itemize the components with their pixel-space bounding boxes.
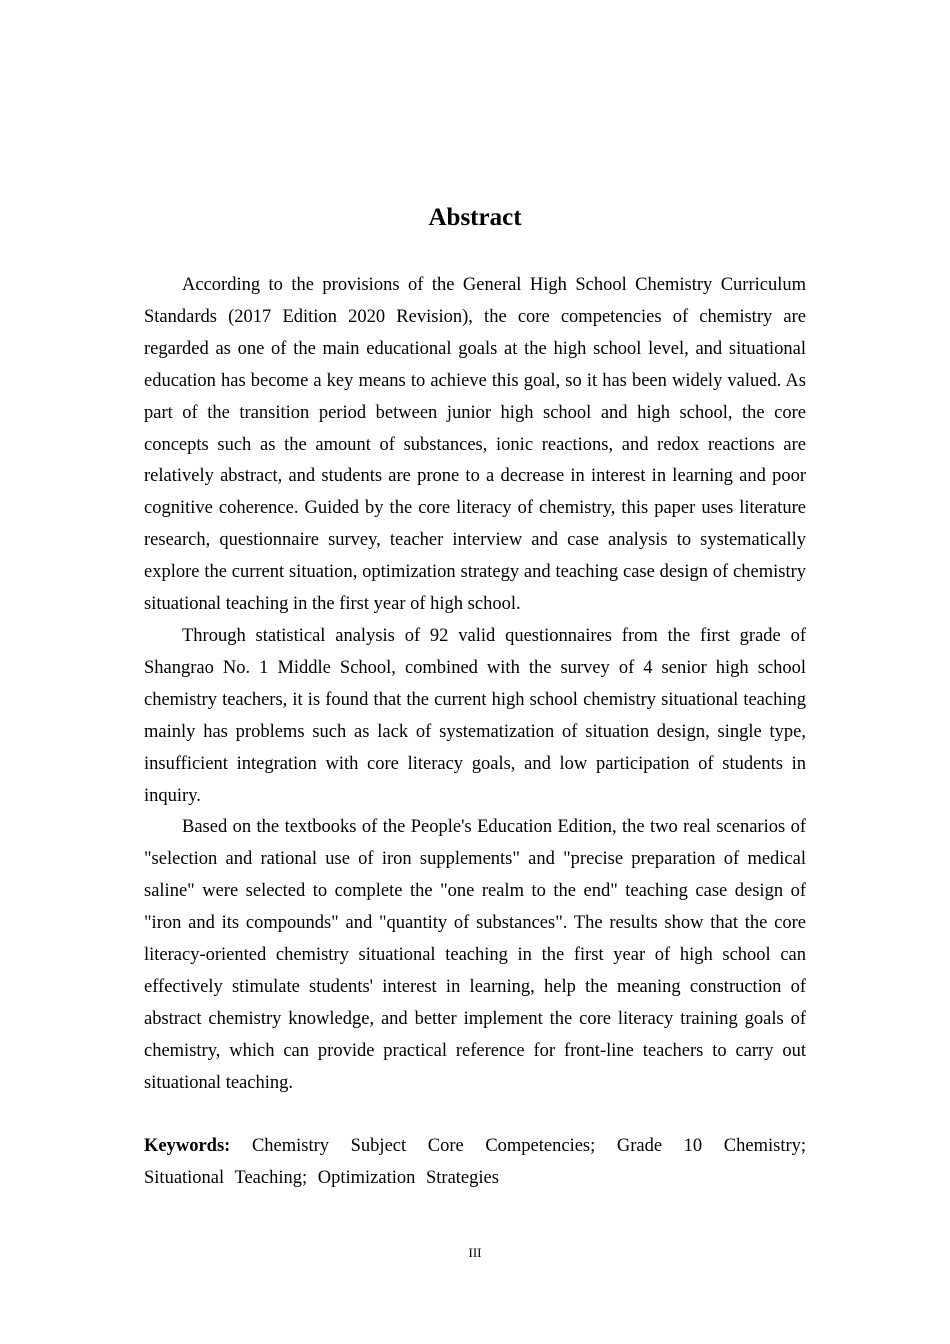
- page-number: III: [468, 1245, 482, 1260]
- abstract-title: Abstract: [428, 204, 522, 231]
- abstract-paragraph-2: Through statistical analysis of 92 valid questionnaires from the first grade of Shangrao No. 1 Middle School, combined with the survey of 4 senior high school chemistry teachers, it is found that the current high school chemistry situational teaching mainly has problems such as lack of systematization of situation design, single type, insufficient integration with core literacy goals, and low participation of students in inquiry.: [144, 625, 806, 806]
- abstract-paragraph-1: According to the provisions of the General High School Chemistry Curriculum Standards (2017 Edition 2020 Revision), the core competencies of chemistry are regarded as one of the main educational goals at the high school level, and situational education has become a key means to achieve this goal, so it has been widely valued. As part of the transition period between junior high school and high school, the core concepts such as the amount of substances, ionic reactions, and redox reactions are relatively abstract, and students are prone to a decrease in interest in learning and poor cognitive coherence. Guided by the core literacy of chemistry, this paper uses literature research, questionnaire survey, teacher interview and case analysis to systematically explore the current situation, optimization strategy and teaching case design of chemistry situational teaching in the first year of high school.: [144, 275, 806, 615]
- abstract-paragraph-3: Based on the textbooks of the People's Education Edition, the two real scenarios of "selection and rational use of iron supplements" and "precise preparation of medical saline" were selected to complete the "one realm to the end" teaching case design of "iron and its compounds" and "quantity of substances". The results show that the core literacy-oriented chemistry situational teaching in the first year of high school can effectively stimulate students' interest in learning, help the meaning construction of abstract chemistry knowledge, and better implement the core literacy training goals of chemistry, which can provide practical reference for front-line teachers to carry out situational teaching.: [144, 817, 806, 1093]
- keywords-line: [144, 1131, 806, 1195]
- abstract-body: [144, 270, 806, 1100]
- keywords-label: Keywords:: [144, 1136, 231, 1156]
- keywords-text: Chemistry Subject Core Competencies; Grade 10 Chemistry; Situational Teaching; Optimization Strategies: [144, 1136, 807, 1188]
